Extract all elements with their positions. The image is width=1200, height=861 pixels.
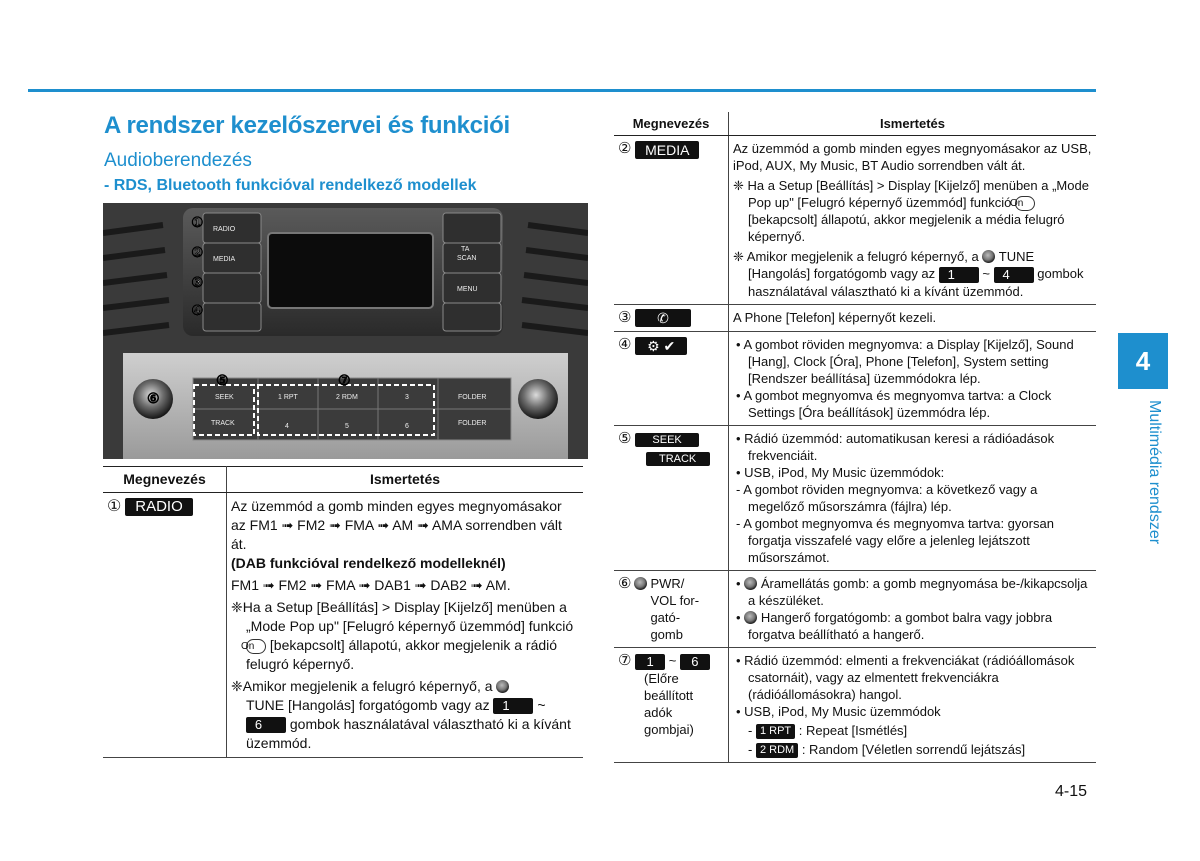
radio-note-tune: [231, 677, 579, 753]
row-media-name: [614, 136, 729, 305]
repeat-key: 1 RPT: [756, 724, 795, 739]
callout-2: ②: [191, 244, 204, 260]
bullet-mark: •: [736, 610, 741, 626]
dash: -: [748, 723, 753, 739]
bullet: • Rádió üzemmód: automatikusan keresi a rádióadások frekvenciáit.: [736, 431, 1055, 464]
row-phone-desc: A Phone [Telefon] képernyőt kezeli.: [729, 304, 1097, 332]
note-text: [bekapcsolt] állapotú, akkor megjelenik a média felugró képernyő.: [748, 212, 1065, 245]
svg-text:2 RDM: 2 RDM: [336, 394, 358, 401]
bullet: - A gombot röviden megnyomva: a következő vagy a megelőző műsorszámra (fájlra) lép.: [736, 482, 1038, 515]
row-radio-desc: [227, 493, 584, 758]
tilde: ~: [668, 653, 677, 669]
preset-key: 1: [635, 654, 665, 670]
pwr-vol-label: PWR/ VOL for- gató- gomb: [650, 576, 700, 643]
repeat-text: : Repeat [Ismétlés]: [798, 723, 908, 739]
preset-label: (Előre beállított adók gombjai): [644, 670, 694, 737]
photo-label-menu: MENU: [457, 286, 478, 293]
callout-3: ③: [191, 274, 204, 290]
note-text: ❈Amikor megjelenik a felugró képernyő, a: [231, 678, 493, 694]
media-note-popup: [733, 177, 1092, 245]
tune-knob-icon: [496, 680, 509, 693]
chapter-label: Multimédia rendszer: [1146, 400, 1163, 545]
svg-text:FOLDER: FOLDER: [458, 394, 487, 401]
pwr-knob-icon: [634, 577, 647, 590]
row-setup-name: [614, 332, 729, 426]
note-text: ❈ Ha a Setup [Beállítás] > Display [Kijelző] menüben a „Mode Pop up" [Felugró képernyő üzemmód] funkció: [733, 178, 1089, 210]
note-text: ❈ Amikor megjelenik a felugró képernyő, a: [733, 249, 979, 265]
bullet: • USB, iPod, My Music üzemmódok: [736, 704, 941, 720]
row-number: ⑦: [618, 652, 632, 670]
track-key: TRACK: [646, 452, 710, 466]
col-header-name: Megnevezés: [614, 112, 729, 136]
row-pwr-name: [614, 571, 729, 648]
chapter-tab: 4: [1118, 333, 1168, 389]
col-header-desc: Ismertetés: [227, 467, 584, 493]
media-note-tune: [733, 248, 1092, 300]
row-media-desc: [729, 136, 1097, 305]
row-seek-desc: [729, 426, 1097, 571]
row-number: ①: [107, 498, 122, 515]
row-pwr-desc: [729, 571, 1097, 648]
dab-sequence: FM1 ➟ FM2 ➟ FMA ➟ DAB1 ➟ DAB2 ➟ AM.: [231, 577, 511, 593]
tilde: ~: [537, 697, 546, 713]
row-preset-name: [614, 648, 729, 763]
svg-text:SEEK: SEEK: [215, 394, 234, 401]
row-radio-name: [103, 493, 227, 758]
svg-text:6: 6: [405, 423, 409, 430]
random-key: 2 RDM: [756, 743, 798, 758]
callout-7: ⑦: [338, 372, 351, 388]
photo-label-scan: SCAN: [457, 255, 477, 262]
note-text: gombok használatával választható ki a kívánt üzemmód.: [246, 716, 571, 751]
radio-note-popup: [231, 598, 579, 674]
head-unit-photo: [103, 203, 588, 459]
left-description-table: [103, 466, 583, 758]
col-header-desc: Ismertetés: [729, 112, 1097, 136]
tilde: ~: [982, 266, 991, 282]
page-title: A rendszer kezelőszervei és funkciói: [104, 112, 510, 139]
row-number: ③: [618, 308, 632, 326]
tune-knob-icon: [982, 250, 995, 263]
bullet: • A gombot röviden megnyomva: a Display [Kijelző], Sound [Hang], Clock [Óra], Phone [Telefon], System setting [Rendszer beállítása] üzemmódokra lép.: [736, 337, 1074, 387]
bullet: - A gombot megnyomva és megnyomva tartva: gyorsan forgatja visszafelé vagy előre a jelenleg lejátszott műsorszámot.: [736, 516, 1054, 566]
volume-knob-icon: [744, 611, 757, 624]
row-setup-desc: [729, 332, 1097, 426]
preset-key: 6: [246, 717, 286, 733]
row-phone-name: [614, 304, 729, 332]
row-number: ⑥: [618, 575, 632, 593]
bullet: • A gombot megnyomva és megnyomva tartva: a Clock Settings [Óra beállítások] üzemmódra lép.: [736, 388, 1052, 421]
power-knob-icon: [744, 577, 757, 590]
svg-text:FOLDER: FOLDER: [458, 420, 487, 427]
svg-text:3: 3: [405, 394, 409, 401]
photo-label-media: MEDIA: [213, 256, 236, 263]
row-seek-name: [614, 426, 729, 571]
callout-4: ④: [191, 302, 204, 318]
dash: -: [748, 742, 753, 758]
note-text: gombok használatával választható ki a kívánt üzemmód.: [748, 266, 1084, 299]
bullet: Áramellátás gomb: a gomb megnyomása be-/kikapcsolja a készüléket.: [748, 576, 1088, 609]
note-text: TUNE [Hangolás] forgatógomb vagy az: [246, 697, 490, 713]
row-number: ④: [618, 336, 632, 354]
row-number: ⑤: [618, 430, 632, 448]
bullet: • USB, iPod, My Music üzemmódok:: [736, 465, 945, 481]
dab-heading: (DAB funkcióval rendelkező modelleknél): [231, 555, 506, 571]
svg-text:5: 5: [345, 423, 349, 430]
photo-label-radio: RADIO: [213, 226, 236, 233]
setup-gear-icon: ⚙ ✔: [635, 337, 687, 355]
photo-label-ta: TA: [461, 246, 470, 253]
col-header-name: Megnevezés: [103, 467, 227, 493]
page-number: 4-15: [1055, 783, 1088, 800]
callout-5: ⑤: [216, 372, 229, 388]
top-rule: [28, 89, 1096, 92]
preset-key: 1: [939, 267, 979, 283]
bullet-mark: •: [736, 576, 741, 592]
right-description-table: [614, 112, 1096, 763]
svg-text:1 RPT: 1 RPT: [278, 394, 298, 401]
on-indicator: On: [1015, 196, 1035, 211]
bullet: Hangerő forgatógomb: a gombot balra vagy jobbra forgatva beállítható a hangerő.: [748, 610, 1053, 643]
svg-text:4: 4: [285, 423, 289, 430]
radio-desc-text: Az üzemmód a gomb minden egyes megnyomásakor az FM1 ➟ FM2 ➟ FMA ➟ AM ➟ AMA sorrendben vált át.: [231, 498, 562, 552]
svg-text:TRACK: TRACK: [211, 420, 235, 427]
preset-key: 1: [493, 698, 533, 714]
model-line: - RDS, Bluetooth funkcióval rendelkező modellek: [104, 177, 477, 194]
media-desc-text: Az üzemmód a gomb minden egyes megnyomásakor az USB, iPod, AUX, My Music, BT Audio sorrendben vált át.: [733, 141, 1092, 173]
note-text: TUNE [Hangolás] forgatógomb vagy az: [748, 249, 1035, 282]
media-key: MEDIA: [635, 141, 699, 159]
radio-key: RADIO: [125, 498, 193, 516]
phone-icon: ✆: [635, 309, 691, 327]
row-preset-desc: [729, 648, 1097, 763]
note-text: ❈Ha a Setup [Beállítás] > Display [Kijelző] menüben a „Mode Pop up" [Felugró képernyő üzemmód] funkció: [231, 599, 574, 634]
preset-key: 6: [680, 654, 710, 670]
row-number: ②: [618, 140, 632, 157]
bullet: • Rádió üzemmód: elmenti a frekvenciákat (rádióállomások csatornáit), vagy az elmentett frekvenciákra (rádióállomásokra) hangol.: [736, 653, 1075, 703]
preset-key: 4: [994, 267, 1034, 283]
seek-key: SEEK: [635, 433, 699, 447]
note-text: [bekapcsolt] állapotú, akkor megjelenik a rádió felugró képernyő.: [246, 637, 558, 672]
section-subtitle: Audioberendezés: [104, 150, 252, 171]
callout-1: ①: [191, 214, 204, 230]
random-text: : Random [Véletlen sorrendű lejátszás]: [801, 742, 1026, 758]
callout-6: ⑥: [147, 390, 160, 406]
on-indicator: On: [246, 639, 266, 654]
